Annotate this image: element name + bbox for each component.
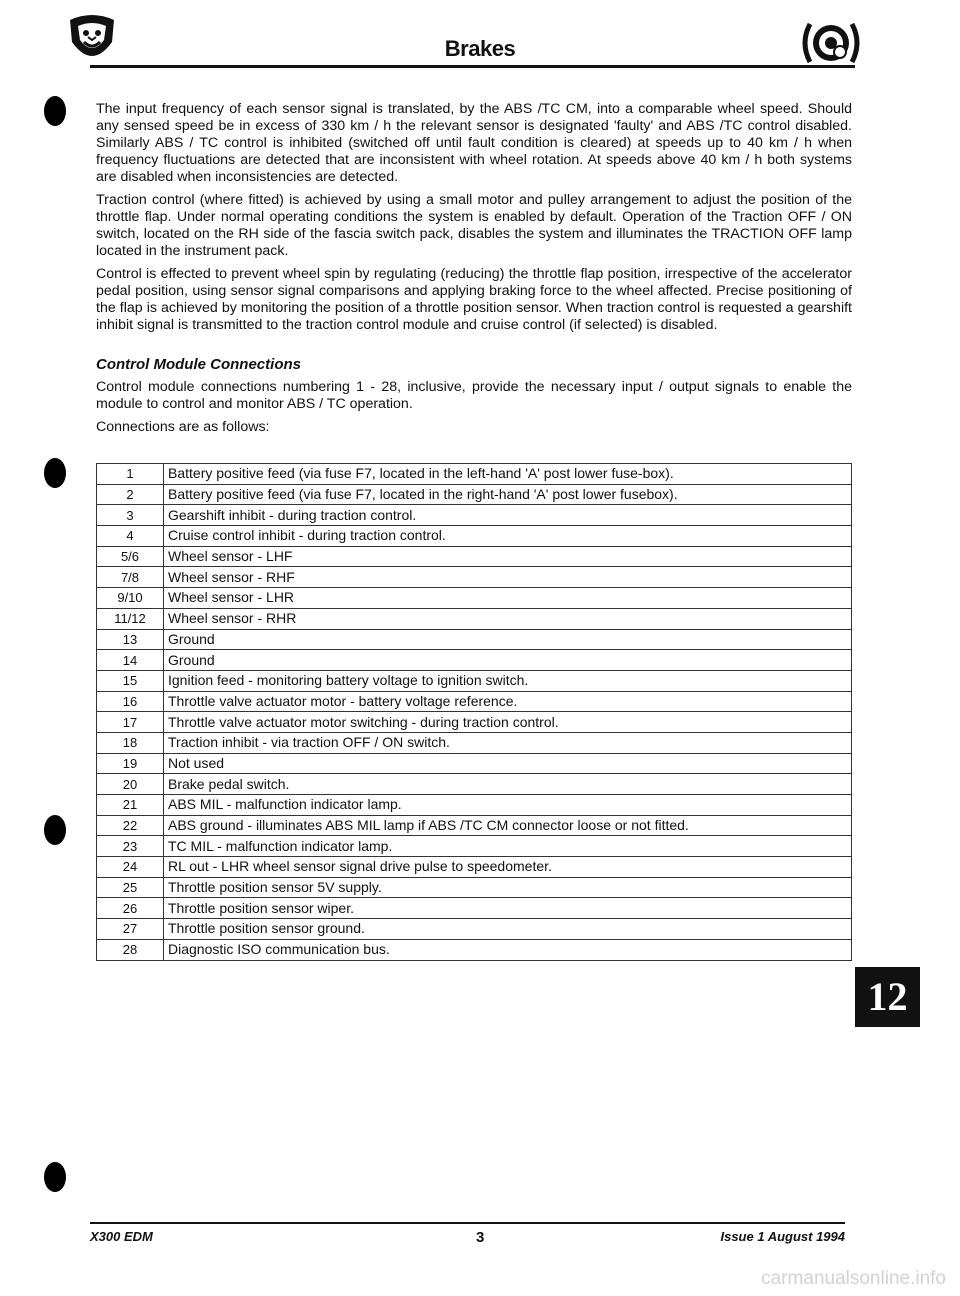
table-row xyxy=(97,898,852,919)
connection-description: Ground xyxy=(164,629,852,650)
connection-description: Cruise control inhibit - during traction control. xyxy=(164,526,852,547)
connection-description: Gearshift inhibit - during traction control. xyxy=(164,505,852,526)
table-row xyxy=(97,836,852,857)
connection-pin-number: 16 xyxy=(97,691,164,712)
connection-pin-number: 22 xyxy=(97,815,164,836)
binder-hole-marker xyxy=(44,458,66,488)
connection-pin-number: 15 xyxy=(97,670,164,691)
binder-hole-marker xyxy=(44,815,66,845)
connection-description: Ignition feed - monitoring battery voltage to ignition switch. xyxy=(164,670,852,691)
connection-pin-number: 24 xyxy=(97,857,164,878)
paragraph-wheel-spin: Control is effected to prevent wheel spin by regulating (reducing) the throttle flap position, irrespective of the accelerator pedal position, using sensor signal comparisons and applying braking force to the wheel affected. Precise positioning of the flap is achieved by monitoring the position of a throttle position sensor. When traction control is requested a gearshift inhibit signal is transmitted to the traction control module and cruise control (if selected) is disabled. xyxy=(96,266,852,333)
connection-description: Wheel sensor - RHR xyxy=(164,608,852,629)
connection-description: ABS ground - illuminates ABS MIL lamp if ABS /TC CM connector loose or not fitted. xyxy=(164,815,852,836)
footer-rule xyxy=(90,1222,845,1224)
table-row xyxy=(97,670,852,691)
connection-pin-number: 17 xyxy=(97,712,164,733)
connection-description: Throttle position sensor wiper. xyxy=(164,898,852,919)
connection-pin-number: 28 xyxy=(97,939,164,960)
connection-description: Wheel sensor - LHF xyxy=(164,546,852,567)
body-text xyxy=(96,101,852,340)
connection-pin-number: 25 xyxy=(97,877,164,898)
paragraph-traction-control: Traction control (where fitted) is achieved by using a small motor and pulley arrangement to adjust the position of the throttle flap. Under normal operating conditions the system is enabled by default. Operation of the Traction OFF / ON switch, located on the RH side of the fascia switch pack, disables the system and illuminates the TRACTION OFF lamp located in the instrument pack. xyxy=(96,192,852,259)
connections-table-body xyxy=(97,464,852,961)
connection-pin-number: 14 xyxy=(97,650,164,671)
paragraph-sensor-frequency: The input frequency of each sensor signal is translated, by the ABS /TC CM, into a comparable wheel speed. Should any sensed speed be in excess of 330 km / h the relevant sensor is designated 'faulty' and ABS /TC control disabled. Similarly ABS / TC control is inhibited (switched off until fault condition is cleared) at speeds up to 40 km / h when frequency fluctuations are detected that are inconsistent with wheel rotation. At speeds above 40 km / h both systems are disabled when inconsistencies are detected. xyxy=(96,101,852,185)
connection-pin-number: 9/10 xyxy=(97,588,164,609)
connection-description: Wheel sensor - LHR xyxy=(164,588,852,609)
table-row xyxy=(97,526,852,547)
brake-system-icon xyxy=(800,18,862,68)
connection-description: Brake pedal switch. xyxy=(164,774,852,795)
table-row xyxy=(97,753,852,774)
table-row xyxy=(97,795,852,816)
footer-page-number: 3 xyxy=(476,1229,485,1246)
watermark: carmanualsonline.info xyxy=(761,1268,946,1289)
table-row xyxy=(97,691,852,712)
table-row xyxy=(97,857,852,878)
connection-description: Ground xyxy=(164,650,852,671)
table-row xyxy=(97,588,852,609)
connection-pin-number: 27 xyxy=(97,919,164,940)
footer-issue: Issue 1 August 1994 xyxy=(720,1229,845,1244)
connection-description: Not used xyxy=(164,753,852,774)
connection-description: TC MIL - malfunction indicator lamp. xyxy=(164,836,852,857)
table-row xyxy=(97,919,852,940)
header-rule xyxy=(90,65,855,68)
connection-pin-number: 21 xyxy=(97,795,164,816)
table-row xyxy=(97,608,852,629)
table-row xyxy=(97,815,852,836)
connection-description: Throttle valve actuator motor - battery voltage reference. xyxy=(164,691,852,712)
table-row xyxy=(97,629,852,650)
connection-description: Wheel sensor - RHF xyxy=(164,567,852,588)
connection-description: Throttle position sensor ground. xyxy=(164,919,852,940)
connection-pin-number: 20 xyxy=(97,774,164,795)
binder-hole-marker xyxy=(44,96,66,126)
connection-pin-number: 26 xyxy=(97,898,164,919)
table-row xyxy=(97,464,852,485)
footer-doc-code: X300 EDM xyxy=(90,1229,153,1244)
connection-pin-number: 13 xyxy=(97,629,164,650)
connection-description: Traction inhibit - via traction OFF / ON switch. xyxy=(164,732,852,753)
connection-pin-number: 2 xyxy=(97,484,164,505)
table-row xyxy=(97,546,852,567)
connection-description: Battery positive feed (via fuse F7, located in the left-hand 'A' post lower fuse-box). xyxy=(164,464,852,485)
page-title: Brakes xyxy=(444,36,516,61)
connection-description: ABS MIL - malfunction indicator lamp. xyxy=(164,795,852,816)
connection-pin-number: 3 xyxy=(97,505,164,526)
connection-pin-number: 5/6 xyxy=(97,546,164,567)
table-row xyxy=(97,505,852,526)
connection-description: RL out - LHR wheel sensor signal drive pulse to speedometer. xyxy=(164,857,852,878)
connection-description: Throttle valve actuator motor switching - during traction control. xyxy=(164,712,852,733)
section-lead: Connections are as follows: xyxy=(96,419,270,435)
connection-pin-number: 7/8 xyxy=(97,567,164,588)
table-row xyxy=(97,774,852,795)
table-row xyxy=(97,877,852,898)
connection-pin-number: 23 xyxy=(97,836,164,857)
connection-pin-number: 18 xyxy=(97,732,164,753)
connection-description: Throttle position sensor 5V supply. xyxy=(164,877,852,898)
section-title: Control Module Connections xyxy=(96,356,301,373)
table-row xyxy=(97,732,852,753)
connection-description: Diagnostic ISO communication bus. xyxy=(164,939,852,960)
connections-table xyxy=(96,463,852,961)
connection-pin-number: 11/12 xyxy=(97,608,164,629)
connection-pin-number: 19 xyxy=(97,753,164,774)
table-row xyxy=(97,567,852,588)
connection-pin-number: 4 xyxy=(97,526,164,547)
section-intro: Control module connections numbering 1 - 28, inclusive, provide the necessary input / output signals to enable the module to control and monitor ABS / TC operation. xyxy=(96,379,852,412)
connection-pin-number: 1 xyxy=(97,464,164,485)
table-row xyxy=(97,650,852,671)
connection-description: Battery positive feed (via fuse F7, located in the right-hand 'A' post lower fusebox). xyxy=(164,484,852,505)
section-intro-block xyxy=(96,379,852,442)
table-row xyxy=(97,484,852,505)
binder-hole-marker xyxy=(44,1162,66,1192)
table-row xyxy=(97,712,852,733)
table-row xyxy=(97,939,852,960)
section-tab: 12 xyxy=(855,967,920,1027)
